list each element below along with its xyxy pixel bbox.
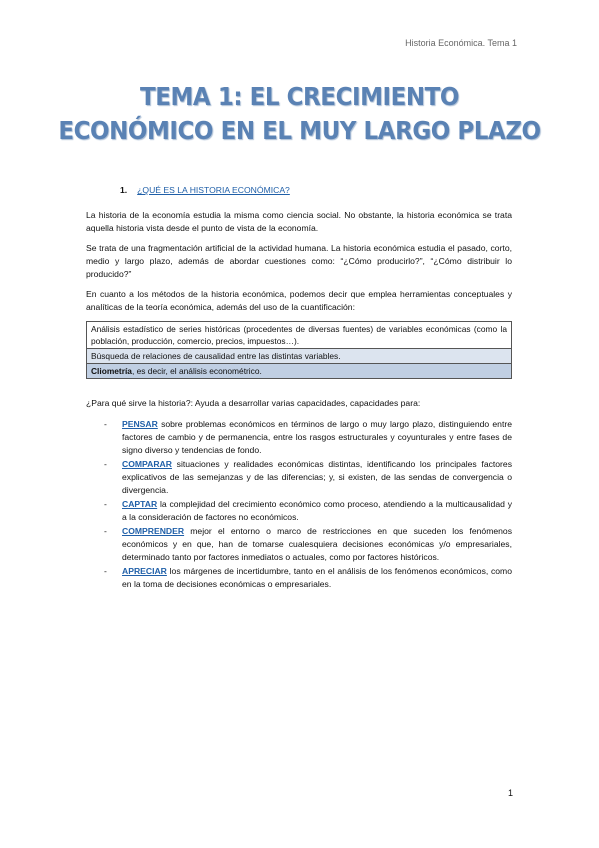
- document-body: [86, 184, 512, 592]
- capacity-text: situaciones y realidades económicas distintas, identificando los principales factores explicativos de las semejanzas y de las diferencias; y, si existen, de las sendas de convergencia o divergencia.: [122, 459, 512, 495]
- cliometria-definition: , es decir, el análisis econométrico.: [131, 366, 262, 376]
- list-dash: -: [104, 526, 107, 536]
- capacities-list: [86, 418, 512, 591]
- table-cell: [87, 364, 512, 379]
- capacity-keyword: COMPARAR: [122, 459, 172, 469]
- section-heading: [120, 184, 512, 197]
- quantification-table: [86, 321, 512, 379]
- page-title-line-1: TEMA 1: EL CRECIMIENTO: [140, 82, 459, 111]
- list-dash: -: [104, 566, 107, 576]
- paragraph-2: Se trata de una fragmentación artificial de la actividad humana. La historia económica estudia el pasado, corto, medio y largo plazo, además de abordar cuestiones como: “¿Cómo producirlo?”, “¿Cómo distribuir lo producido?”: [86, 243, 512, 279]
- cliometria-term: Cliometría: [91, 366, 132, 376]
- table-row: [87, 364, 512, 379]
- table-row: [87, 349, 512, 364]
- capacity-text: mejor el entorno o marco de restricciones en que suceden los fenómenos económicos y en que, han de tomarse cualesquiera decisiones económicas y/o empresariales, determinado tanto por factores inmediatos o actuales, como por factores históricos.: [122, 526, 512, 562]
- list-dash: -: [104, 459, 107, 469]
- table-cell: Búsqueda de relaciones de causalidad entre las distintas variables.: [87, 349, 512, 364]
- paragraph-3: En cuanto a los métodos de la historia económica, podemos decir que emplea herramientas conceptuales y analíticas de la teoría económica, además del uso de la cuantificación:: [86, 289, 512, 312]
- capacity-text: la complejidad del crecimiento económico como proceso, atendiendo a la multicausalidad y a la consideración de factores no económicos.: [122, 499, 512, 522]
- capacity-text: los márgenes de incertidumbre, tanto en el análisis de los fenómenos económicos, como en la toma de decisiones económicas o empresariales.: [122, 566, 512, 589]
- list-item: [86, 458, 512, 497]
- capacity-keyword: PENSAR: [122, 419, 158, 429]
- list-dash: -: [104, 499, 107, 509]
- page-number: 1: [507, 788, 513, 798]
- list-item: [86, 525, 512, 564]
- capacity-keyword: APRECIAR: [122, 566, 167, 576]
- capacity-keyword: COMPRENDER: [122, 526, 185, 536]
- list-item: [86, 418, 512, 457]
- running-header: Historia Económica. Tema 1: [405, 38, 517, 48]
- question-paragraph: ¿Para qué sirve la historia?: Ayuda a desarrollar varias capacidades, capacidades para:: [86, 398, 421, 408]
- capacity-keyword: CAPTAR: [122, 499, 158, 509]
- list-dash: -: [104, 419, 107, 429]
- table-cell: Análisis estadístico de series históricas (procedentes de diversas fuentes) de variables económicas (como la población, producción, comercio, precios, impuestos…).: [87, 322, 512, 349]
- page-title-line-2: ECONÓMICO EN EL MUY LARGO PLAZO: [58, 116, 541, 145]
- section-heading-link[interactable]: ¿QUÉ ES LA HISTORIA ECONÓMICA?: [137, 185, 290, 195]
- list-item: [86, 498, 512, 524]
- paragraph-1: La historia de la economía estudia la misma como ciencia social. No obstante, la historia económica se trata aquella historia vista desde el punto de vista de la economía.: [86, 210, 512, 233]
- capacity-text: sobre problemas económicos en términos de largo o muy largo plazo, distinguiendo entre factores de cambio y de permanencia, entre los rasgos estructurales y coyunturales y entre fases de signo diverso y tendencias de fondo.: [122, 419, 512, 455]
- table-row: [87, 322, 512, 349]
- section-number: 1.: [120, 185, 128, 195]
- list-item: [86, 565, 512, 591]
- page-title: [24, 80, 575, 148]
